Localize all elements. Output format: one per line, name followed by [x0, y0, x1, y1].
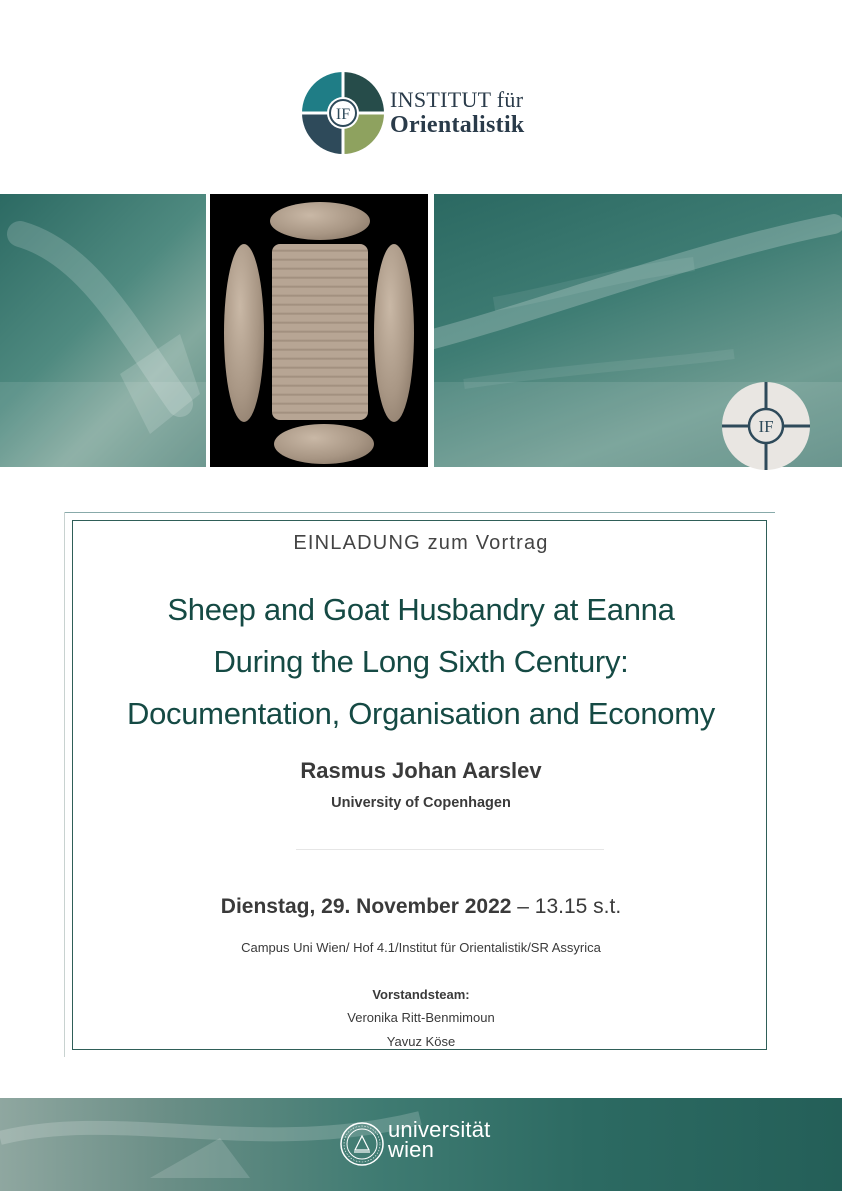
divider [296, 849, 604, 850]
board-member: Veronika Ritt-Benmimoun [347, 1010, 495, 1025]
university-wordmark [388, 1117, 491, 1162]
tablet-face [272, 244, 368, 420]
tablet-left-edge [224, 244, 264, 422]
svg-text:IF: IF [758, 417, 774, 436]
speaker-name: Rasmus Johan Aarslev [300, 758, 542, 783]
tablet-bottom-edge [274, 424, 374, 464]
university-wordmark-line1: universität [388, 1117, 491, 1142]
university-seal-icon [340, 1122, 384, 1166]
institute-logo [300, 70, 550, 156]
svg-text:IF: IF [335, 106, 351, 123]
institute-name-line1: INSTITUT für [390, 87, 524, 112]
institute-emblem-icon [300, 70, 386, 156]
event-date [0, 895, 842, 919]
lecture-title-line-2: During the Long Sixth Century: [213, 644, 629, 679]
event-date-day: Dienstag, 29. November 2022 [220, 895, 512, 918]
event-venue: Campus Uni Wien/ Hof 4.1/Institut für Orientalistik/SR Assyrica [241, 940, 601, 955]
event-time: – 13.15 s.t. [511, 895, 622, 918]
university-wordmark-line2: wien [388, 1137, 435, 1162]
lecture-title [0, 584, 842, 740]
institute-name-line2: Orientalistik [390, 112, 525, 138]
lecture-title-line-3: Documentation, Organisation and Economy [127, 696, 715, 731]
institute-emblem-circle-icon [722, 382, 810, 470]
institute-name [390, 88, 525, 138]
board-member: Yavuz Köse [386, 1034, 456, 1049]
tablet-top-edge [270, 202, 370, 240]
board-heading: Vorstandsteam: [372, 987, 470, 1002]
banner-left-panel [0, 194, 206, 467]
cuneiform-tablet-photo [210, 194, 428, 467]
card-top-rule [64, 512, 775, 513]
tablet-right-edge [374, 244, 414, 422]
lecture-title-line-1: Sheep and Goat Husbandry at Eanna [167, 592, 675, 627]
header-banner [0, 194, 842, 467]
invitation-heading: EINLADUNG zum Vortrag [293, 532, 549, 554]
speaker-affiliation: University of Copenhagen [331, 795, 511, 811]
